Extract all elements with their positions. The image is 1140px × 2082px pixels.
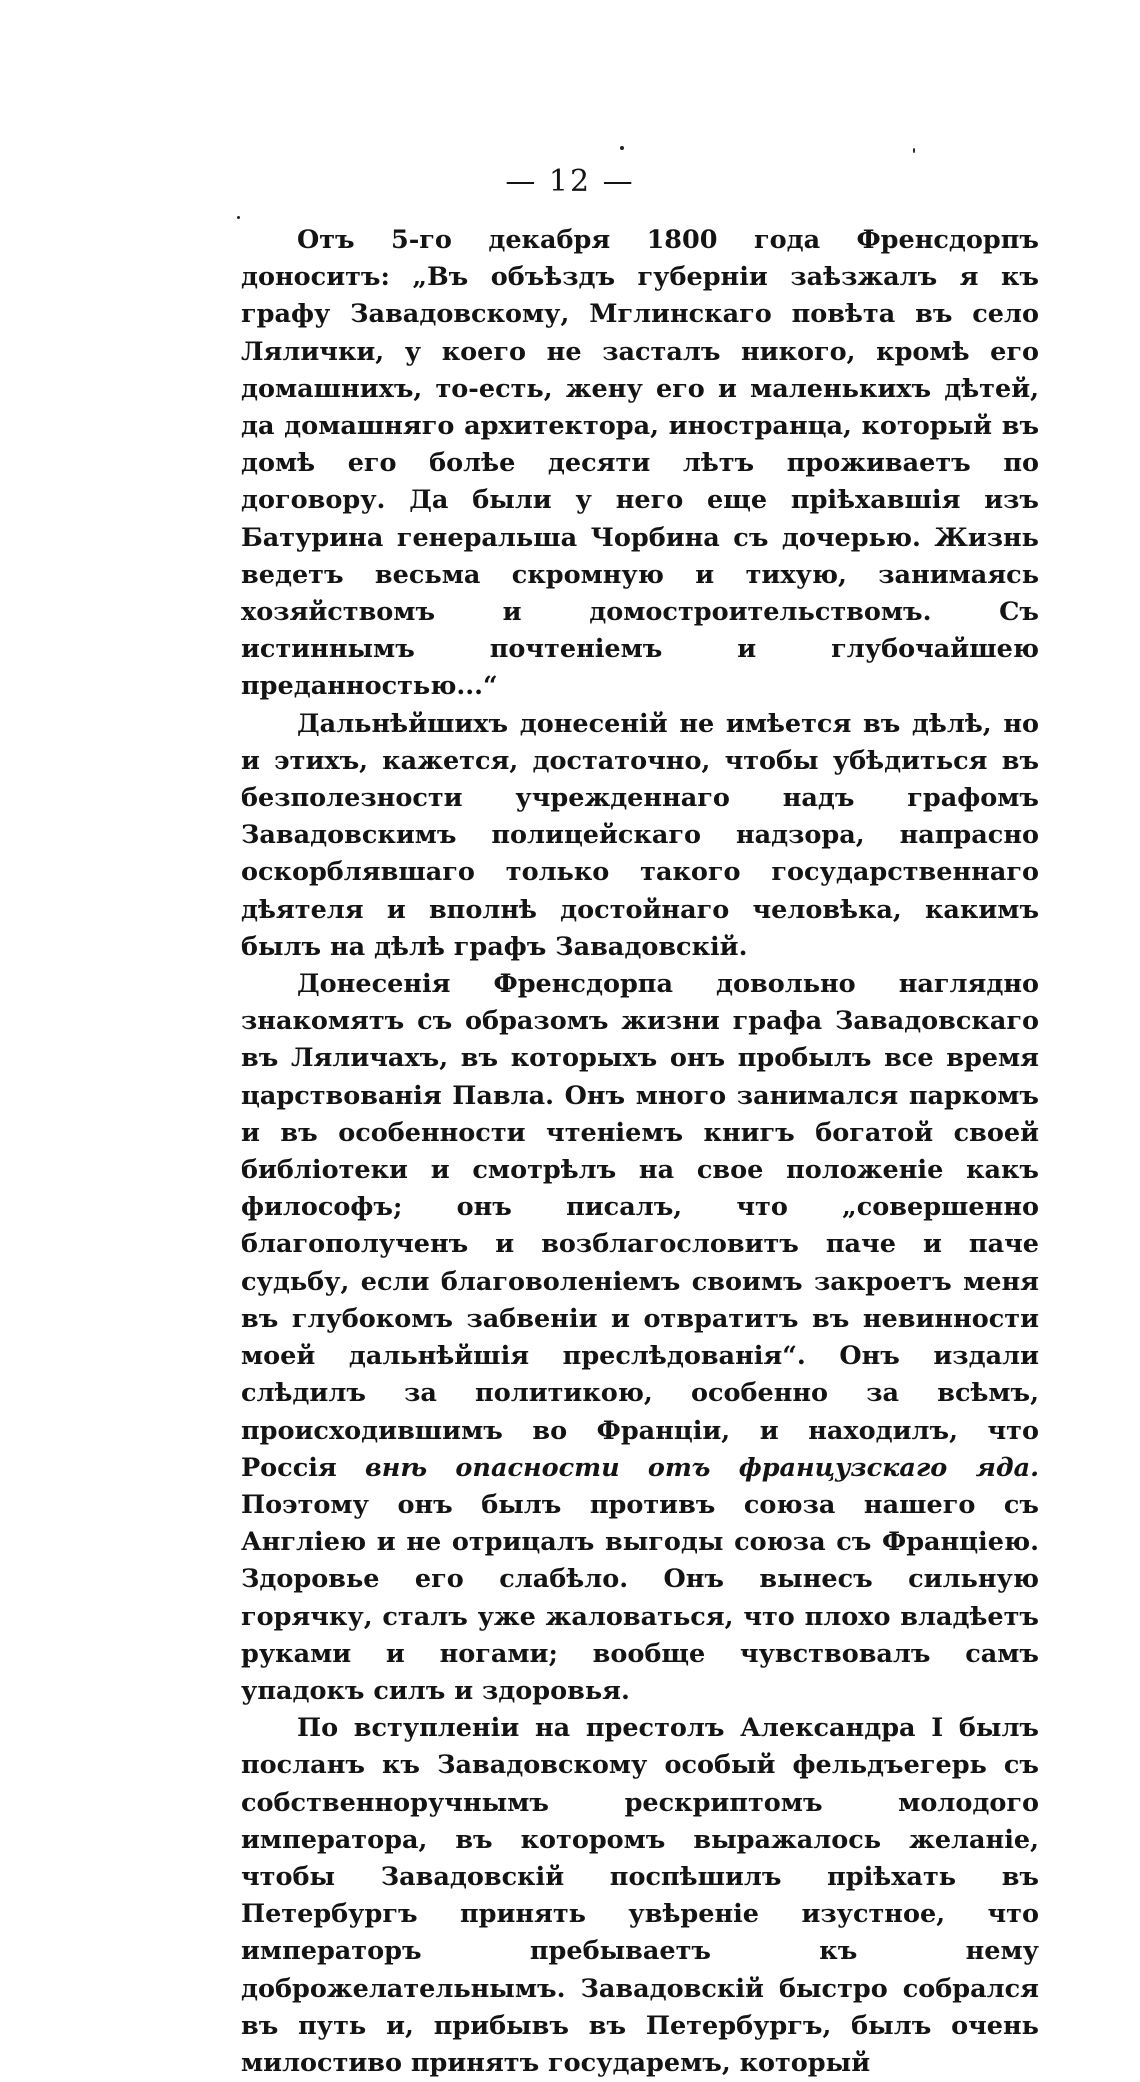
print-speck [237,216,240,219]
paragraph-text: Донесенія Френсдорпа довольно наглядно знакомятъ съ образомъ жизни графа Завадовскаго въ Ляличахъ, въ которыхъ онъ пробылъ все время царствованія Павла. Онъ много занимался паркомъ и въ особенности чтеніемъ книгъ богатой своей библіотеки и смотрѣлъ на свое положеніе какъ философъ; онъ писалъ, что „совершенно благополученъ и возблагословитъ паче и паче судьбу, если благоволеніемъ своимъ закроетъ меня въ глубокомъ забвеніи и отвратитъ въ невинности моей дальнѣйшія преслѣдованія“. Онъ издали слѣдилъ за политикою, особенно за всѣмъ, происходившимъ во Франціи, и находилъ, что Россія [241,969,1039,1483]
body-text [241,222,1039,2082]
paragraph [241,966,1039,1710]
print-speck [620,146,624,150]
paragraph: Отъ 5-го декабря 1800 года Френсдорпъ доноситъ: „Въ объѣздъ губерніи заѣзжалъ я къ графу Завадовскому, Мглинскаго повѣта въ село Лялички, у коего не засталъ никого, кромѣ его домашнихъ, то-есть, жену его и маленькихъ дѣтей, да домашняго архитектора, иностранца, который въ домѣ его болѣе десяти лѣтъ проживаетъ по договору. Да были у него еще пріѣхавшія изъ Батурина генеральша Чорбина съ дочерью. Жизнь ведетъ весьма скромную и тихую, занимаясь хозяйствомъ и домостроительствомъ. Съ истиннымъ почтеніемъ и глубочайшею преданностью...“ [241,225,1039,702]
italic-quote: внѣ опасности отъ французскаго яда. [365,1452,1039,1483]
paragraph: Дальнѣйшихъ донесеній не имѣется въ дѣлѣ, но и этихъ, кажется, достаточно, чтобы убѣдиться въ безполезности учрежденнаго надъ графомъ Завадовскимъ полицейскаго надзора, напрасно оскорблявшаго только такого государственнаго дѣятеля и вполнѣ достойнаго человѣка, какимъ былъ на дѣлѣ графъ Завадовскій. [241,708,1039,962]
page-number: — 12 — [505,164,635,199]
paragraph: По вступленіи на престолъ Александра I былъ посланъ къ Завадовскому особый фельдъегерь съ собственноручнымъ рескриптомъ молодого императора, въ которомъ выражалось желаніе, чтобы Завадовскій поспѣшилъ пріѣхать въ Петербургъ принять увѣреніе изустное, что императоръ пребываетъ къ нему доброжелательнымъ. Завадовскій быстро собрался въ путь и, прибывъ въ Петербургъ, былъ очень милостиво принятъ государемъ, который [241,1713,1039,2078]
print-speck [913,148,915,153]
paragraph-text: Поэтому онъ былъ противъ союза нашего съ Англіею и не отрицалъ выгоды союза съ Франціею. Здоровье его слабѣло. Онъ вынесъ сильную горячку, сталъ уже жаловаться, что плохо владѣетъ руками и ногами; вообще чувствовалъ самъ упадокъ силъ и здоровья. [241,1489,1039,1706]
